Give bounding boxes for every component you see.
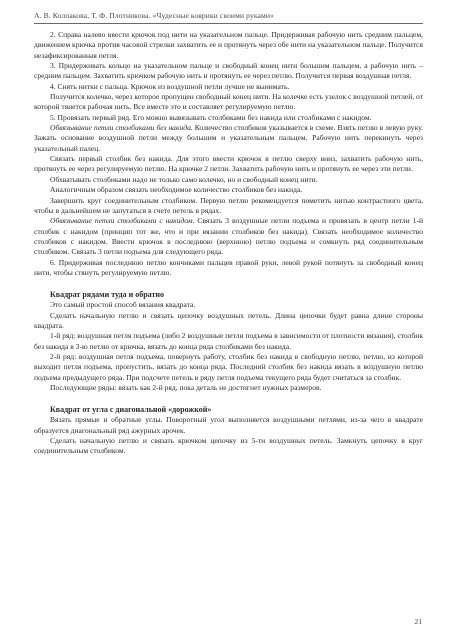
section-gap: [34, 278, 423, 289]
page-number: 21: [414, 617, 422, 626]
paragraph: Завершить круг соединительным столбиком. Первую петлю рекомендуется пометить нитью контрастного цвета, чтобы в дальнейшем не запутаться в счете петель в рядах.: [34, 195, 423, 215]
running-head: А. В. Колпакова, Т. Ф. Плотникова. «Чудесные коврики своими руками»: [34, 11, 274, 20]
section-heading: Квадрат рядами туда и обратно: [50, 290, 164, 300]
paragraph: 2-й ряд: воздушная петля подъема, повернуть работу, столбик без накида в свободную петлю, петлю, из которой выходит петля подъема, пропустить, вязать до конца ряда. Последний столбик без накида вязать в воздушную петлю подъема предыдущего ряда. При подсчете петель в ряду петля подъема текущего ряда будет считаться за столбик.: [34, 351, 423, 382]
paragraph: 4. Снять нитки с пальца. Крючок из воздушной петли лучше не вынимать.: [50, 81, 290, 91]
paragraph: Получится колечко, через которое пропущен свободный конец нити. На колечке есть узелок с воздушной петлей, от которой тянется рабочая нить. Все вместе это и составляет регулируемую петлю.: [34, 92, 423, 112]
body-text: [34, 30, 423, 457]
section-heading: Квадрат от угла с диагональной «дорожкой»: [50, 405, 212, 415]
paragraph: Вязать прямые и обратные углы. Поворотный угол выполняется воздушными петлями, из-за чего в квадрате образуется диагональный ряд ажурных арочек.: [34, 415, 423, 435]
paragraph: 3. Придерживать кольцо на указательном пальце и свободный конец нити большим пальцем, а рабочую нить – средним пальцем. Захватить крючком рабочую нить и протянуть ее через петлю. Получится первая воздушная петля.: [34, 61, 423, 81]
header-rule: [34, 23, 423, 24]
paragraph: 1-й ряд: воздушная петля подъема (либо 2 воздушные петли подъема в зависимости от плотности вязания), столбик без накида в 3-ю петлю от крючка, вязать до конца ряда столбиками без накида.: [34, 331, 423, 351]
paragraph: [34, 216, 423, 257]
paragraph: [34, 123, 423, 154]
paragraph: Аналогичным образом связать необходимое количество столбиков без накида.: [50, 185, 303, 195]
italic-lead: Обвязывание петли столбиками с накидом.: [50, 216, 195, 226]
section-gap: [34, 393, 423, 404]
paragraph: Сделать начальную петлю и связать цепочку воздушных петель. Длина цепочки будет равна длине стороны квадрата.: [34, 310, 423, 330]
paragraph: Обхватывать столбиками надо не только само колечко, но и свободный конец нити.: [50, 174, 318, 184]
paragraph: 6. Придерживая последнюю петлю кончиками пальцев правой руки, левой рукой потянуть за свободный конец нити, чтобы стянуть регулируемую петлю.: [34, 257, 423, 277]
paragraph: Сделать начальную петлю и связать крючком цепочку из 5-ти воздушных петель. Замкнуть цепочку в круг соединительным столбиком.: [34, 436, 423, 456]
paragraph: Это самый простой способ вязания квадрата.: [50, 300, 196, 310]
paragraph: 5. Провязать первый ряд. Его можно вывязывать столбиками без накида или столбиками с накидом.: [50, 112, 372, 122]
paragraph: Связать первый столбик без накида. Для этого ввести крючок в петлю сверху вниз, захватить рабочую нить, протянуть ее через регулируемую петлю. На крючке 2 петли. Захватить рабочую нить и протянуть ее через эти петли.: [34, 154, 423, 174]
italic-lead: Обвязывание петли столбиками без накида.: [50, 123, 193, 133]
paragraph: 2. Справа налево ввести крючок под нити на указательном пальце. Придерживая рабочую нить средним пальцем, движением крючка против часовой стрелки захватить ее и протянуть через обе нити на указательном пальце. Получится незафиксированная петля.: [34, 30, 423, 60]
paragraph-text: Связать 3 воздушные петли подъема и провязать в центр петли 1-й столбик с накидом (принцип тот же, что и при вязании столбиков без накида). Связать необходимое количество столбиков с накидом. Ввести крючок в последнюю (верхнюю) петлю подъема и сомкнуть ряд соединительным столбиком. Связать 3 петли подъема для следующего ряда.: [34, 216, 423, 257]
paragraph: Последующие ряды: вязать как 2-й ряд, пока деталь не достигнет нужных размеров.: [50, 383, 322, 392]
paragraph-text: Количество столбиков указывается в схеме. Взять петлю в левую руку. Зажать основание воздушной петли между большим и указательным пальцем. Рабочую нить перекинуть через указательный палец.: [34, 123, 423, 153]
